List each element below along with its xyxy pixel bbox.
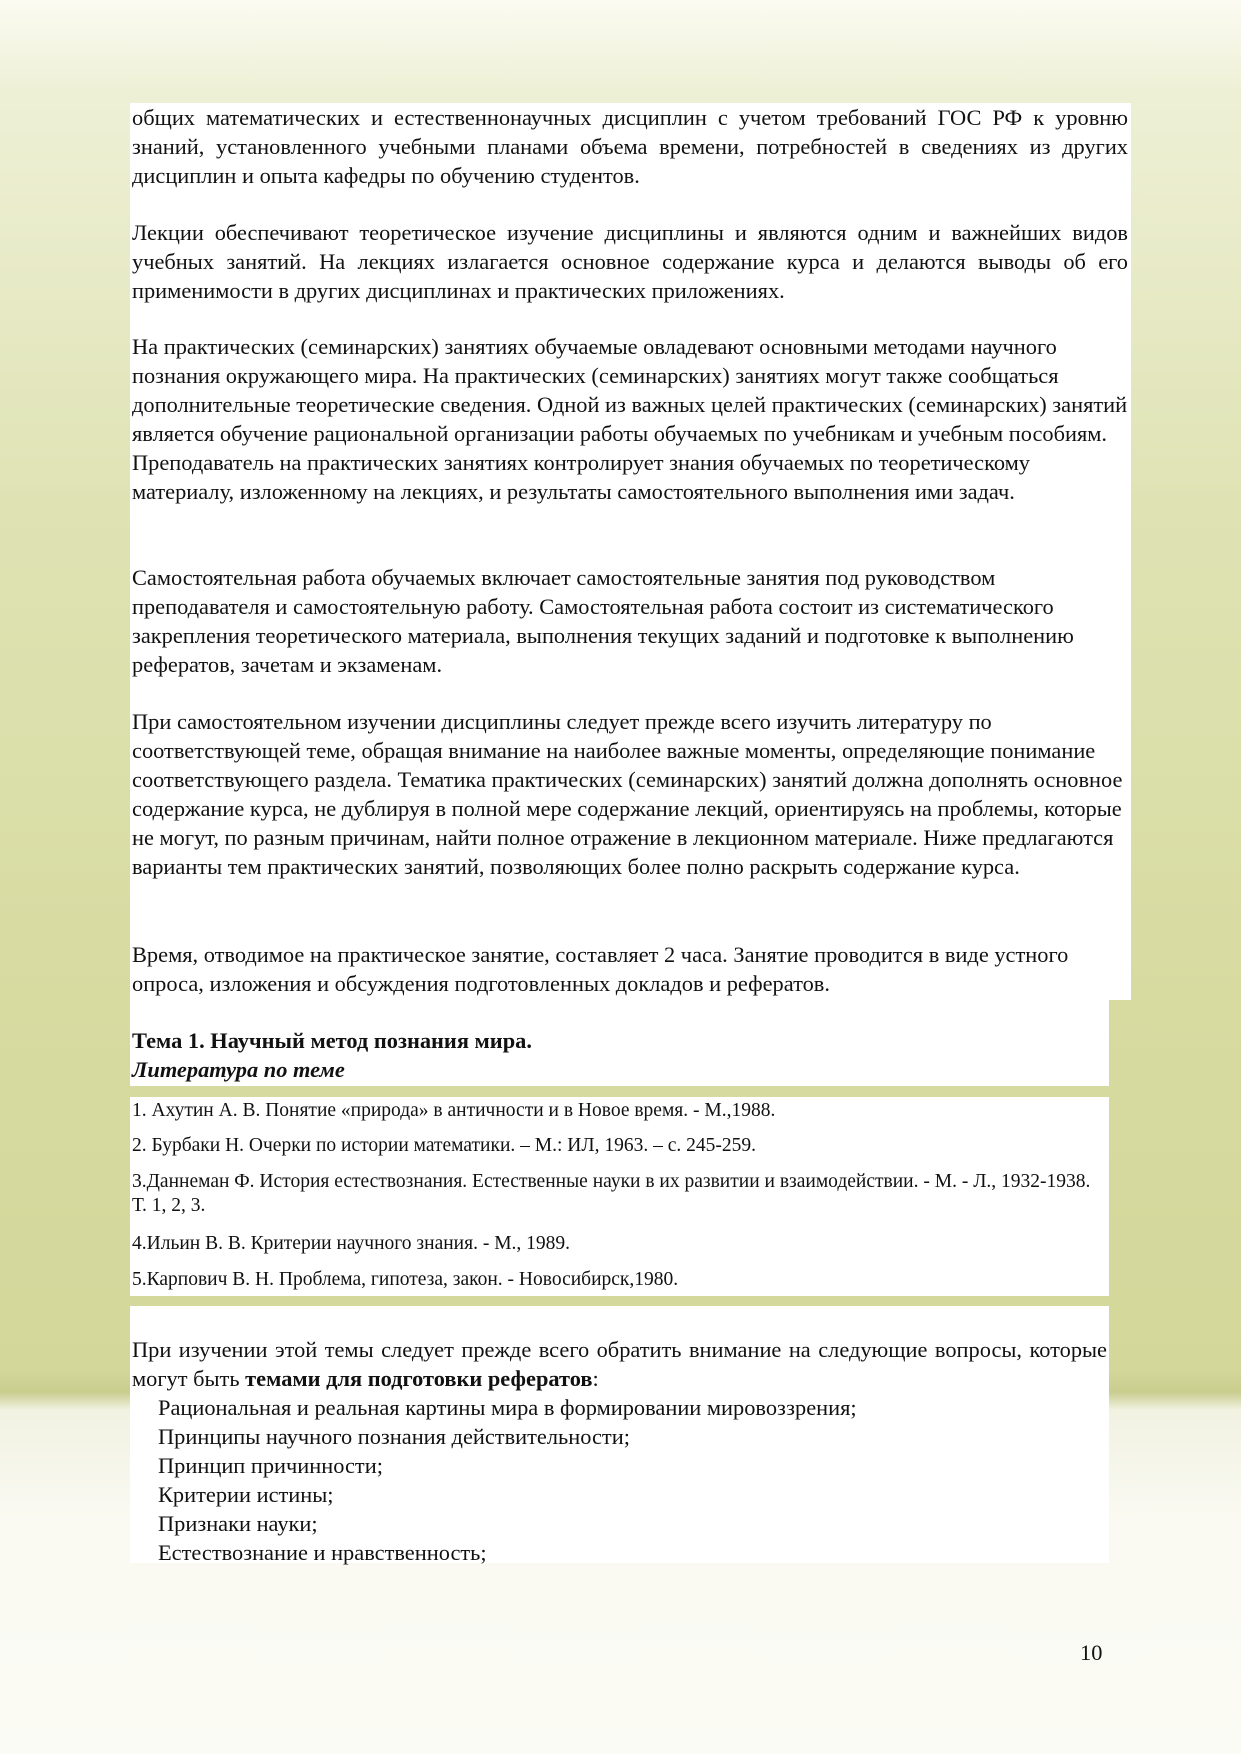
literature-item: 4.Ильин В. В. Критерии научного знания. - М., 1989. [132, 1233, 571, 1254]
questions-intro-bold: темами для подготовки рефератов [245, 1366, 593, 1391]
paragraph-self-study: При самостоятельном изучении дисциплины следует прежде всего изучить литературу по соответствующей теме, обращая внимание на наиболее важные моменты, определяющие понимание соответствующего раздела. Тематика практических (семинарских) занятий должна дополнять основное содержание курса, не дублируя в полной мере содержание лекций, ориентируясь на проблемы, которые не могут, по разным причинам, найти полное отражение в лекционном материале. Ниже предлагаются варианты тем практических занятий, позволяющих более полно раскрыть содержание курса. [132, 709, 1123, 879]
question-item: Естествознание и нравственность; [158, 1540, 487, 1565]
literature-heading: Литература по теме [132, 1057, 345, 1082]
questions-list [158, 1393, 857, 1567]
literature-item: 5.Карпович В. Н. Проблема, гипотеза, закон. - Новосибирск,1980. [132, 1269, 679, 1290]
literature-item: 3.Даннеман Ф. История естествознания. Естественные науки в их развитии и взаимодействии. - М. - Л., 1932-1938. Т. 1, 2, 3. [132, 1171, 1091, 1216]
question-item: Рациональная и реальная картины мира в формировании мировоззрения; [158, 1395, 857, 1420]
literature-item: 1. Ахутин А. В. Понятие «природа» в античности и в Новое время. - М.,1988. [132, 1100, 776, 1121]
question-item: Признаки науки; [158, 1511, 318, 1536]
question-item: Критерии истины; [158, 1482, 334, 1507]
paragraph-lectures: Лекции обеспечивают теоретическое изучение дисциплины и являются одним и важнейших видов учебных занятий. На лекциях излагается основное содержание курса и делаются выводы об его применимости в других дисциплинах и практических приложениях. [132, 220, 1128, 303]
question-item: Принцип причинности; [158, 1453, 383, 1478]
question-item: Принципы научного познания действительности; [158, 1424, 630, 1449]
questions-intro-colon: : [592, 1366, 599, 1391]
literature-item: 2. Бурбаки Н. Очерки по истории математики. – М.: ИЛ, 1963. – с. 245-259. [132, 1135, 756, 1156]
page-number: 10 [1080, 1640, 1103, 1665]
questions-intro-text: При изучении этой темы следует прежде всего обратить внимание на следующие вопросы, которые могут быть [132, 1337, 1107, 1391]
questions-intro [132, 1335, 1107, 1393]
topic-title: Тема 1. Научный метод познания мира. [132, 1028, 532, 1053]
paragraph-practical-sessions: На практических (семинарских) занятиях обучаемые овладевают основными методами научного познания окружающего мира. На практических (семинарских) занятиях могут также сообщаться дополнительные теоретические сведения. Одной из важных целей практических (семинарских) занятий является обучение рациональной организации работы обучаемых по учебникам и учебным пособиям. Преподаватель на практических занятиях контролирует знания обучаемых по теоретическому материалу, изложенному на лекциях, и результаты самостоятельного выполнения ими задач. [132, 334, 1128, 504]
paragraph-intro-continued: общих математических и естественнонаучных дисциплин с учетом требований ГОС РФ к уровню знаний, установленного учебными планами объема времени, потребностей в сведениях из других дисциплин и опыта кафедры по обучению студентов. [132, 105, 1128, 188]
paragraph-session-time: Время, отводимое на практическое занятие, составляет 2 часа. Занятие проводится в виде устного опроса, изложения и обсуждения подготовленных докладов и рефератов. [132, 942, 1069, 996]
paragraph-independent-work: Самостоятельная работа обучаемых включает самостоятельные занятия под руководством преподавателя и самостоятельную работу. Самостоятельная работа состоит из систематического закрепления теоретического материала, выполнения текущих заданий и подготовке к выполнению рефератов, зачетам и экзаменам. [132, 565, 1074, 677]
